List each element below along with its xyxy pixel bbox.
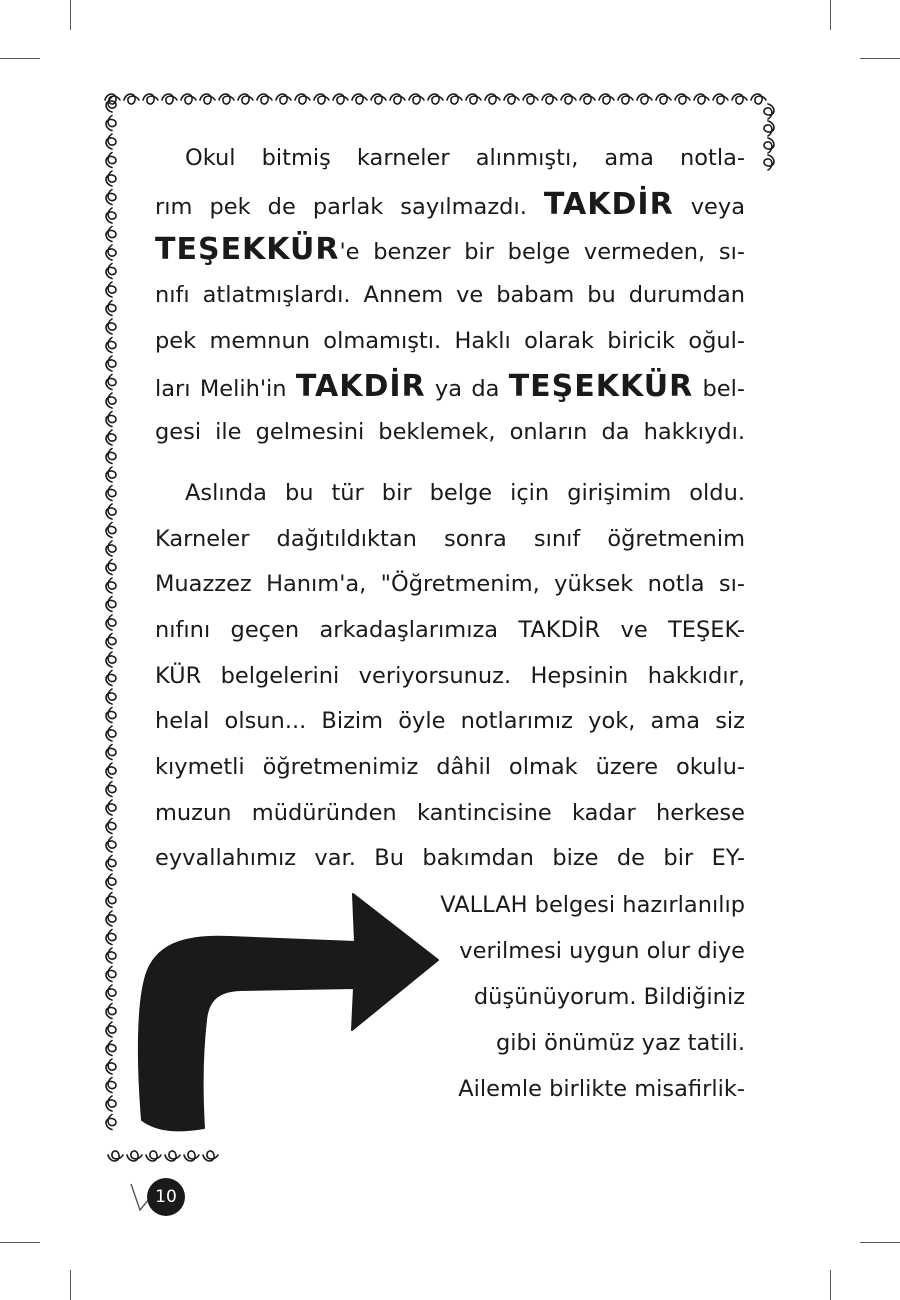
frame-loop — [106, 375, 116, 390]
frame-loop — [257, 94, 272, 104]
frame-loop — [106, 560, 116, 575]
frame-loop — [504, 94, 519, 104]
frame-loop — [106, 874, 116, 889]
frame-loop — [599, 94, 614, 104]
text-line — [155, 364, 745, 410]
frame-loop — [694, 94, 709, 104]
text-run: bel- — [693, 376, 745, 403]
frame-loop — [181, 94, 196, 104]
frame-loop — [333, 94, 348, 104]
text-line: eyvallahımız var. Bu bakımdan bize de bir EY- — [155, 845, 745, 872]
frame-loop — [106, 856, 116, 871]
text-line — [155, 273, 745, 319]
text-line: kıymetli öğretmenimiz dâhil olmak üzere okulu- — [155, 753, 745, 780]
paragraph-2-continued — [420, 882, 745, 1112]
frame-loop — [106, 467, 116, 482]
frame-loop — [106, 245, 116, 260]
frame-loop — [219, 94, 234, 104]
text-run: Okul bitmiş karneler alınmıştı, ama notla- — [185, 145, 745, 171]
frame-loop — [561, 94, 576, 104]
text-line: Karneler dağıtıldıktan sonra sınıf öğretmenim — [155, 525, 745, 552]
page-number: 10 — [147, 1178, 185, 1216]
frame-loop — [295, 94, 310, 104]
text-line — [155, 136, 745, 182]
frame-loop — [106, 208, 116, 223]
frame-loop — [143, 94, 158, 104]
frame-loop — [106, 948, 116, 963]
frame-loop — [618, 94, 633, 104]
frame-loop — [106, 504, 116, 519]
frame-loop — [106, 1096, 116, 1111]
text-run: nıfı atlatmışlardı. Annem ve babam bu durumdan — [155, 282, 745, 309]
emphasis-word: TAKDİR — [543, 186, 674, 222]
text-line — [155, 410, 745, 456]
frame-loop — [656, 94, 671, 104]
frame-loop — [106, 745, 116, 760]
paragraph-1 — [155, 136, 745, 456]
frame-loop — [764, 121, 774, 136]
text-line — [155, 319, 745, 365]
frame-loop — [352, 94, 367, 104]
emphasis-word: TEŞEKKÜR — [508, 369, 694, 405]
text-run: veya — [673, 193, 745, 220]
frame-loop — [106, 541, 116, 556]
frame-loop — [106, 1004, 116, 1019]
frame-loop — [106, 708, 116, 723]
frame-loop — [165, 1151, 180, 1161]
text-run: pek memnun olmamıştı. Haklı olarak biricik oğul- — [155, 327, 745, 354]
text-line: nıfını geçen arkadaşlarımıza TAKDİR ve TEŞEK- — [155, 616, 745, 643]
frame-loop — [106, 449, 116, 464]
text-line: VALLAH belgesi hazırlanılıp — [440, 892, 745, 918]
frame-loop — [447, 94, 462, 104]
frame-loop — [106, 1022, 116, 1037]
frame-loop — [713, 94, 728, 104]
frame-loop — [106, 1059, 116, 1074]
text-line — [155, 227, 745, 273]
frame-loop — [106, 634, 116, 649]
frame-loop — [106, 893, 116, 908]
frame-loop — [276, 94, 291, 104]
text-line: KÜR belgelerini veriyorsunuz. Hepsinin hakkıdır, — [155, 662, 745, 689]
frame-loop — [764, 155, 774, 170]
frame-loop — [409, 94, 424, 104]
frame-loop — [580, 94, 595, 104]
frame-loop — [200, 94, 215, 104]
frame-loop — [238, 94, 253, 104]
frame-loop — [390, 94, 405, 104]
frame-loop — [106, 282, 116, 297]
text-line — [155, 182, 745, 228]
frame-loop — [106, 430, 116, 445]
frame-loop — [106, 116, 116, 131]
text-line: verilmesi uygun olur diye — [459, 938, 745, 964]
text-line: muzun müdüründen kantincisine kadar herkese — [155, 799, 745, 826]
emphasis-word: TAKDİR — [295, 369, 426, 405]
text-line: Muazzez Hanım'a, "Öğretmenim, yüksek notla sı- — [155, 571, 745, 598]
bent-right-arrow-icon — [130, 880, 450, 1140]
frame-loop — [106, 356, 116, 371]
text-line: gibi önümüz yaz tatili. — [495, 1030, 745, 1056]
frame-loop — [106, 338, 116, 353]
frame-loop — [106, 523, 116, 538]
frame-loop — [106, 763, 116, 778]
frame-loop — [751, 94, 766, 104]
frame-loop — [106, 301, 116, 316]
frame-loop — [106, 393, 116, 408]
frame-loop — [637, 94, 652, 104]
frame-loop — [106, 412, 116, 427]
emphasis-word: TEŞEKKÜR — [155, 232, 340, 268]
frame-loop — [106, 652, 116, 667]
text-run: 'e benzer bir belge vermeden, sı- — [339, 239, 745, 266]
frame-loop — [184, 1151, 199, 1161]
frame-loop — [106, 985, 116, 1000]
frame-loop — [106, 597, 116, 612]
frame-loop — [124, 94, 139, 104]
frame-loop — [203, 1151, 218, 1161]
text-run: ya da — [425, 376, 509, 403]
frame-loop — [106, 726, 116, 741]
frame-loop — [106, 967, 116, 982]
frame-loop — [675, 94, 690, 104]
frame-loop — [732, 94, 747, 104]
frame-loop — [106, 800, 116, 815]
frame-loop — [106, 171, 116, 186]
frame-loop — [106, 264, 116, 279]
frame-loop — [314, 94, 329, 104]
frame-loop — [106, 671, 116, 686]
frame-loop — [106, 615, 116, 630]
frame-loop — [106, 930, 116, 945]
frame-loop — [106, 1115, 116, 1130]
frame-loop — [542, 94, 557, 104]
frame-loop — [764, 138, 774, 153]
frame-loop — [523, 94, 538, 104]
body-text — [155, 136, 745, 882]
frame-loop — [106, 134, 116, 149]
paragraph-2 — [155, 471, 745, 882]
text-line: düşünüyorum. Bildiğiniz — [473, 984, 745, 1010]
frame-loop — [106, 153, 116, 168]
frame-loop — [106, 837, 116, 852]
frame-loop — [428, 94, 443, 104]
frame-loop — [106, 578, 116, 593]
frame-loop — [146, 1151, 161, 1161]
frame-loop — [106, 689, 116, 704]
text-run: ları Melih'in — [155, 376, 296, 403]
frame-loop — [485, 94, 500, 104]
frame-loop — [106, 486, 116, 501]
text-line: helal olsun... Bizim öyle notlarımız yok, ama siz — [155, 708, 745, 735]
frame-loop — [106, 1041, 116, 1056]
frame-loop — [108, 1151, 123, 1161]
frame-loop — [162, 94, 177, 104]
frame-loop — [106, 911, 116, 926]
text-line: Ailemle birlikte misafirlik- — [458, 1076, 745, 1102]
frame-loop — [106, 227, 116, 242]
frame-loop — [106, 1078, 116, 1093]
text-line: Aslında bu tür bir belge için girişimim oldu. — [185, 479, 745, 506]
frame-loop — [127, 1151, 142, 1161]
frame-loop — [466, 94, 481, 104]
frame-loop — [764, 104, 774, 119]
text-run: rım pek de parlak sayılmazdı. — [155, 193, 544, 220]
frame-loop — [106, 819, 116, 834]
frame-loop — [371, 94, 386, 104]
text-run: gesi ile gelmesini beklemek, onların da hakkıydı. — [155, 419, 745, 446]
frame-loop — [106, 782, 116, 797]
frame-loop — [106, 190, 116, 205]
frame-loop — [106, 319, 116, 334]
